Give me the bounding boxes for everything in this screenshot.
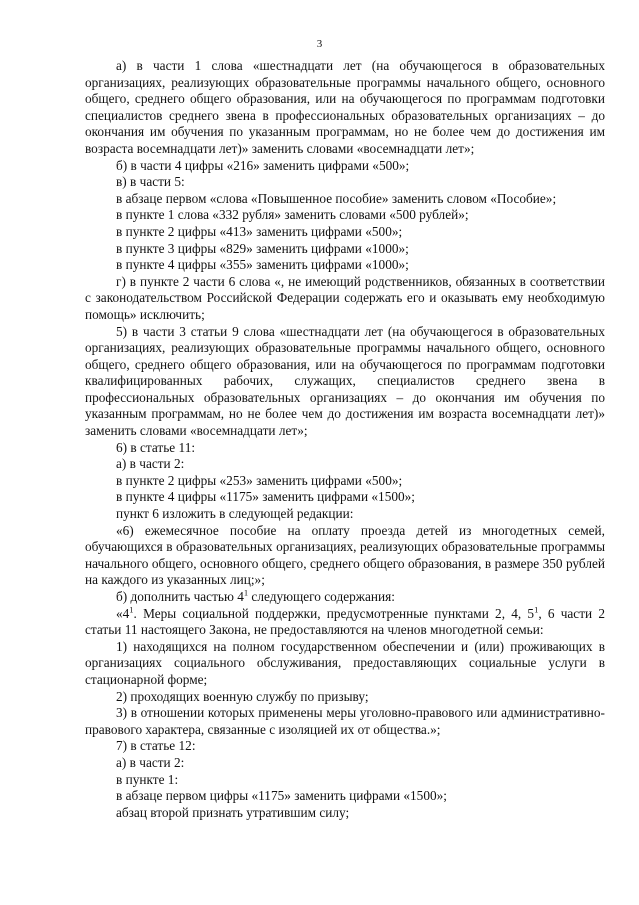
paragraph-1a: а) в части 1 слова «шестнадцати лет (на обучающегося в образовательных организациях, реализующих образовательные программы начального общего, основного общего, среднего общего образования, или на обучающегося по программам подготовки специалистов среднего звена в профессиональных образовательных организациях – до окончания им обучения по указанным программам, но не более чем до достижения им возраста восемнадцати лет)» заменить словами «восемнадцати лет»; [85, 58, 605, 156]
paragraph-1c-punkt-3: в пункте 3 цифры «829» заменить цифрами «1000»; [116, 240, 409, 256]
paragraph-6a-punkt-6-text: «6) ежемесячное пособие на оплату проезда детей из многодетных семей, обучающихся в образовательных организациях, реализующих образовательные программы начального общего, основного общего, среднего общего образования, в размере 350 рублей на каждого из указанных лиц;»; [85, 522, 605, 588]
paragraph-1c: в) в части 5: [116, 174, 185, 190]
paragraph-6a-punkt-2: в пункте 2 цифры «253» заменить цифрами «500»; [116, 472, 403, 488]
paragraph-1d: г) в пункте 2 части 6 слова «, не имеющий родственников, обязанных в соответствии с законодательством Российской Федерации содержать его и оказывать ему необходимую помощь» исключить; [85, 273, 605, 322]
paragraph-1c-punkt-4: в пункте 4 цифры «355» заменить цифрами «1000»; [116, 257, 409, 273]
paragraph-7a-abzac-1: в абзаце первом цифры «1175» заменить цифрами «1500»; [116, 788, 447, 804]
paragraph-4-1-pre: «4 [116, 605, 130, 621]
paragraph-5: 5) в части 3 статьи 9 слова «шестнадцати лет (на обучающегося в образовательных организациях, реализующих образовательные программы начального общего, основного общего, среднего общего образования, или на обучающегося по программам подготовки квалифицированных рабочих, служащих, специалистов среднего звена в профессиональных образовательных организациях – до окончания им обучения по указанным программам, но не более чем до достижения им возраста восемнадцати лет)» заменить словами «восемнадцати лет»; [85, 323, 605, 439]
paragraph-1c-punkt-1: в пункте 1 слова «332 рубля» заменить словами «500 рублей»; [116, 207, 469, 223]
paragraph-4-1-item-2: 2) проходящих военную службу по призыву; [116, 688, 369, 704]
paragraph-4-1-item-1: 1) находящихся на полном государственном обеспечении и (или) проживающих в организациях социального обслуживания, предоставляющих социальные услуги в стационарной форме; [85, 638, 605, 687]
paragraph-6b-post: следующего содержания: [248, 589, 395, 604]
paragraph-6a: а) в части 2: [116, 456, 185, 472]
paragraph-6a-punkt-6: пункт 6 изложить в следующей редакции: [116, 506, 354, 522]
paragraph-4-1-sup2: 1 [534, 604, 539, 615]
paragraph-6b-sup: 1 [243, 587, 249, 598]
paragraph-1c-abzac: в абзаце первом «слова «Повышенное пособие» заменить словом «Пособие»; [116, 190, 557, 206]
paragraph-4-1-sup: 1 [129, 604, 134, 615]
paragraph-7: 7) в статье 12: [116, 738, 196, 754]
paragraph-7a-abzac-2: абзац второй признать утратившим силу; [116, 804, 350, 820]
paragraph-4-1-post2: , 6 части 2 статьи 11 настоящего Закона, не предоставляются на членов многодетной семьи: [85, 605, 605, 638]
paragraph-4-1 [85, 606, 605, 639]
paragraph-7a: а) в части 2: [116, 754, 185, 770]
paragraph-4-1-item-3: 3) в отношении которых применены меры уголовно-правового или административно-правового характера, связанные с изоляцией их от общества.»; [85, 705, 605, 737]
paragraph-6a-punkt-4: в пункте 4 цифры «1175» заменить цифрами «1500»; [116, 489, 415, 505]
paragraph-6b [85, 589, 605, 606]
paragraph-7a-punkt-1: в пункте 1: [116, 771, 179, 787]
paragraph-4-1-post: . Меры социальной поддержки, предусмотренные пунктами 2, 4, 5 [133, 605, 535, 621]
paragraph-6: 6) в статье 11: [116, 439, 196, 455]
paragraph-6b-pre: б) дополнить частью 4 [116, 589, 244, 604]
paragraph-1c-punkt-2: в пункте 2 цифры «413» заменить цифрами «500»; [116, 223, 403, 239]
document-body [85, 58, 605, 821]
page-number: 3 [316, 38, 323, 50]
paragraph-1b: б) в части 4 цифры «216» заменить цифрами «500»; [116, 157, 410, 173]
